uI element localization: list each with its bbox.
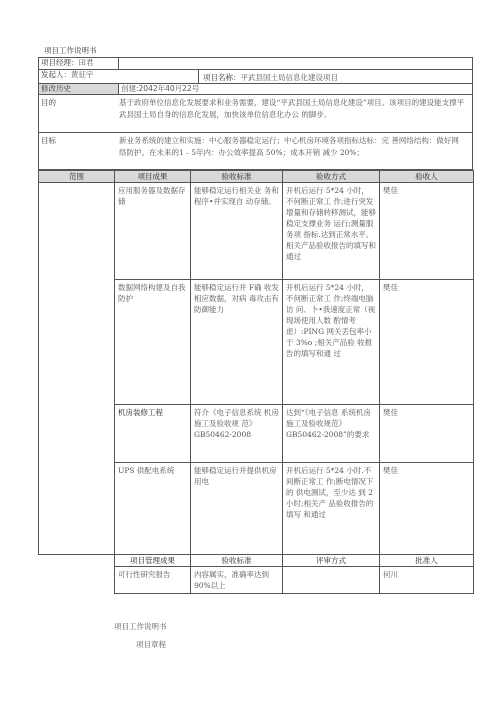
mgmt-result: 可行性研究报告 [115,567,191,594]
header-mgmt-review: 评审方式 [283,555,380,567]
mgmt-result: 项目工作说明书 [114,622,167,631]
document-title: 项目工作说明书 [44,46,97,55]
goal-label: 目标 [41,136,56,145]
manager-value: 田君 [78,58,94,67]
footer-item-sow [114,621,473,632]
row-standard: 符介《电子信息系统 机房施工及验收规 范》GB50462-2008 [191,405,283,463]
manager-row [38,57,473,69]
row-result: 应用服务器及数据存储 [115,183,191,280]
footer-item-charter [136,639,495,650]
goal-text: 新业务系统的建立和实施：中心服务器稳定运行；中心机房环境各项指标达标：完 善网络结构：做好网络防护。在未来的1﹣5年内：办公效率提高 50%；成本开销 减少 20%； [119,136,459,157]
row-standard: 能够稳定运行相关业 务和程序•并实现自 动存储。 [191,183,283,280]
row-result: 数据网络构建及自我防护 [115,280,191,405]
header-method: 验收方式 [283,171,380,183]
history-value: 创建:2042年40月22号 [121,84,200,93]
goal-block [38,132,473,170]
purpose-block [38,94,473,132]
row-acceptor: 樊佳 [380,280,474,405]
table-row [39,183,474,280]
management-table-header [39,555,474,567]
scope-cell [39,183,115,555]
header-standard: 验收标准 [191,171,283,183]
header-mgmt-result: 项目管理成果 [115,555,191,567]
row-result: 机房装修工程 [115,405,191,463]
project-name-value: 平武县国土局信息化建设项目 [240,73,338,82]
mgmt-standard: 内容属实，准确率达到 90%以上 [191,567,283,594]
header-mgmt-standard: 验收标准 [191,555,283,567]
row-acceptor: 樊佳 [380,463,474,555]
row-method: 开机后运行 5*24 小时，不何断正常工 作;终端电脑访 问、卜•我速度正常（视现场使用人数 酌情考虑）:PING 网关丢包率小于 3%o ;相关产品验 收报告的填写和通 过 [283,280,380,405]
mgmt-review [283,567,380,594]
scope-table-header [39,171,474,183]
row-acceptor: 樊佳 [380,405,474,463]
sponsor-value: 黄征宇 [71,70,94,79]
purpose-text: 基于政府单位信息化发展要求和业务需要，建设“平武县国土局信息化建设”项目。该项目的建设能支撑平武县国土局自身的信息化发展，加快该单位信息化办公 的脚步。 [119,98,465,119]
mgmt-approver: 何川 [380,567,474,594]
project-name-label: 项目名称： [203,73,241,82]
header-result: 项目成果 [115,171,191,183]
sponsor-row [38,69,473,83]
scope-table [38,170,474,594]
row-acceptor: 樊佳 [380,183,474,280]
row-standard: 能够稳定运行并 F确 收发相应数据，对病 毒攻击有防御能力 [191,280,283,405]
sponsor-label: 发起人： [41,70,71,79]
manager-label: 项目经理： [41,58,79,67]
row-method: 开机后运行 5*24 小时，不何断正常工 作;进行突发增量和存储转移测试，能够稳定支撑业务 运行;测量服务项 指标.达到正常水平。相关产品验收报告的填写和通过 [283,183,380,280]
history-row [38,83,473,94]
history-label: 修改历史 [39,84,119,94]
row-standard: 能够稳定运行并提供机房用电 [191,463,283,555]
purpose-label: 目的 [41,98,56,107]
row-result: UPS 供配电系统 [115,463,191,555]
header-scope: 范围 [39,171,115,183]
row-method: 达到“《电子信息 系统机房施工及验收规范》GB50462-2008”的要求 [283,405,380,463]
mgmt-result: 项目章程 [136,640,166,649]
header-mgmt-approver: 批准人 [380,555,474,567]
table-row [39,567,474,594]
row-method: 开机后运行 5*24 小时.不间断正常工 作;断电情况下的 供电测试，至少达 到 2 小时;相关产 品验收报告的填写 和通过 [283,463,380,555]
header-acceptor: 验收人 [380,171,474,183]
